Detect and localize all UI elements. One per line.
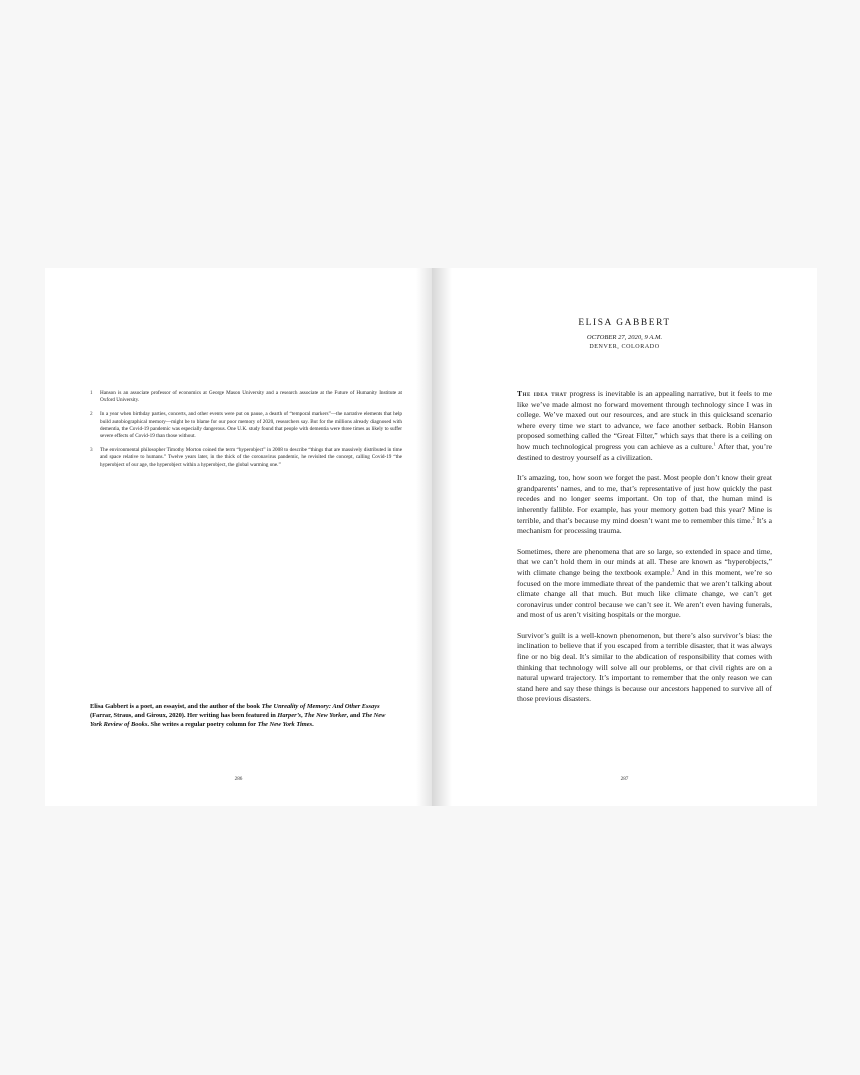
footnote-text: Hanson is an associate professor of economics at George Mason University and a research associate at the Future of Humanity Institute at Oxford University. [100,390,402,404]
bio-publication: The New York Review of Books [90,712,386,728]
footnote-ref: 2 [752,515,755,520]
footnote-number: 1 [90,390,93,396]
bio-separator: , [300,712,305,719]
footnote-ref: 1 [713,441,716,447]
paragraph [517,473,772,537]
paragraph [517,547,772,621]
footnote-ref: 3 [672,567,675,573]
footnote-text: In a year when birthday parties, concerts, and other events were put on pause, a dearth of “temporal markers”—the narrative elements that help build autobiographical memory—might be to blame for our poor memory of 2020, researchers say. But for the millions already diagnosed with dementia, the Covid-19 pandemic was especially dangerous. One U.K. study found that people with dementia were three times as likely to suffer severe effects of Covid-19 than those without. [100,411,402,440]
paragraph-text: progress is inevitable is an appealing narrative, but it feels to me like we’ve made almost no forward movement through technology since I was in college. We’ve maxed out our resources, and are stuck in this quicksand scenario where every time we start to advance, we face another setback. Robin Hanson proposed something called the “Great Filter,” which says that there is a ceiling on how much technological progress you can achieve as a culture. [517,389,772,451]
left-page [45,268,432,806]
bio-text: . [312,721,314,728]
bio-text: (Farrar, Straus, and Giroux, 2020). Her writing has been featured in [90,712,278,719]
footnote [90,411,402,440]
bio-publication: The New Yorker [304,712,347,719]
paragraph [517,389,772,463]
footnote-number: 3 [90,447,93,454]
author-bio [90,702,390,729]
bio-text: Elisa Gabbert is a poet, an essayist, and the author of the book [90,703,262,710]
bio-separator: , and [346,712,362,719]
footnotes [90,390,402,476]
paragraph-text: It’s a mechanism for processing trauma. [517,515,772,536]
entry-location: DENVER, COLORADO [589,343,660,350]
footnote [90,390,402,404]
page-number: 287 [620,776,629,782]
dateline [432,334,817,351]
gutter-shadow [416,268,432,806]
entry-date: OCTOBER 27, 2020, 9 A.M. [586,334,663,341]
footnote [90,447,402,469]
paragraph-text: Sometimes, there are phenomena that are so large, so extended in space and time, that we can’t hold them in our minds at all. These are known as “hyperobjects,” with climate change being the textbook example. [517,546,772,577]
footnote-text: The environmental philosopher Timothy Morton coined the term “hyperobject” in 2008 to describe “things that are massively distributed in time and space relative to humans.” Twelve years later, in the thick of the coronavirus pandemic, he revisited the concept, calling Covid-19 “the hyperobject of our age, the hyperobject within a hyperobject, the global warming one.” [100,447,402,468]
paragraph-text: After that, you’re destined to destroy yourself as a civilization. [517,441,772,462]
right-page [432,268,817,806]
paragraph-text: Survivor’s guilt is a well-known phenomenon, but there’s also survivor’s bias: the inclination to believe that if you escaped from a terrible disaster, that it was always fine or no big deal. It’s similar to the abdication of responsibility that comes with thinking that technology will solve all our problems, or that civil rights are on a natural upward trajectory. It’s important to remember that the only reason we can stand here and say these things is because our ancestors happened to survive all of those previous disasters. [517,630,772,704]
footnote-number: 2 [90,411,93,418]
bio-publication: The New York Times [257,721,313,728]
bio-book-title: The Unreality of Memory: And Other Essays [261,703,380,710]
author-heading: ELISA GABBERT [578,318,671,328]
bio-text: . She writes a regular poetry column for [147,721,258,728]
page-number: 286 [234,776,243,782]
paragraph-text: It’s amazing, too, how soon we forget the past. Most people don’t know their great grandparents’ names, and to me, that’s representative of just how quickly the past recedes and no longer seems important. On top of that, the human mind is inherently fallible. For example, has your memory gotten bad this year? Mine is terrible, and that’s because my mind doesn’t want me to remember this time. [517,473,772,525]
essay-body [517,389,772,715]
paragraph [517,631,772,705]
book-spread [45,268,817,806]
paragraph-text: And in this moment, we’re so focused on the more immediate threat of the pandemic that we aren’t talking about climate change all that much. But much like climate change, we can’t get coronavirus under control because we can’t see it. We aren’t even having funerals, and most of us aren’t visiting hospitals or the morgue. [517,567,772,620]
lead-in: The idea that [517,389,568,398]
bio-publication: Harper’s [277,712,301,719]
